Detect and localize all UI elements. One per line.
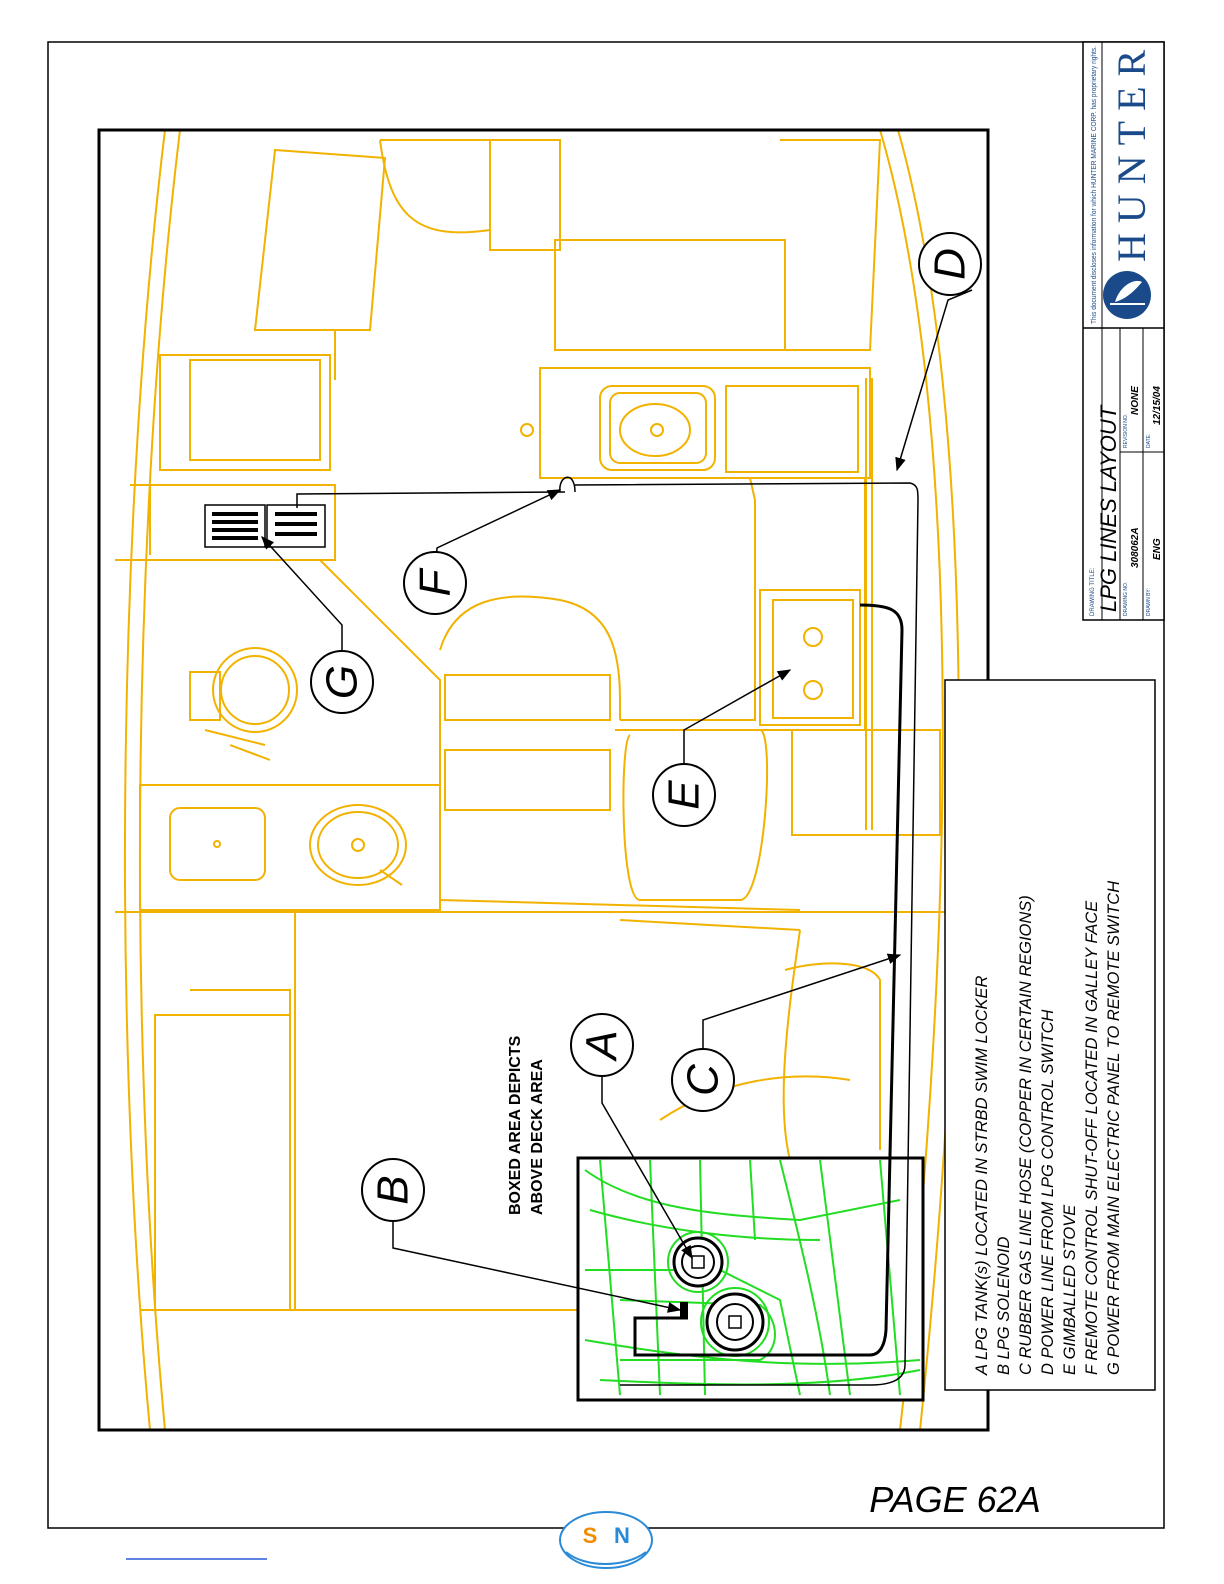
legend-item-f: F REMOTE CONTROL SHUT-OFF LOCATED IN GALLEY FACE bbox=[1083, 900, 1101, 1375]
drawing-title: LPG LINES LAYOUT bbox=[1096, 405, 1121, 612]
callout-g bbox=[311, 651, 373, 713]
drawn-by: ENG bbox=[1152, 538, 1163, 560]
footer-logo bbox=[560, 1512, 652, 1568]
boxed-area-note-line-1: BOXED AREA DEPICTS bbox=[507, 1035, 524, 1215]
callout-a bbox=[571, 1014, 633, 1076]
stove-outline bbox=[760, 590, 860, 725]
callout-d bbox=[919, 233, 981, 295]
lpg-tank-2 bbox=[707, 1294, 763, 1350]
legend-item-b: B LPG SOLENOID bbox=[995, 1236, 1013, 1375]
callout-f-label: F bbox=[410, 569, 460, 597]
footer-logo-s: S bbox=[582, 1523, 598, 1548]
lpg-solenoid bbox=[680, 1302, 688, 1318]
callout-e-label: E bbox=[659, 780, 709, 810]
above-deck-box bbox=[578, 1158, 923, 1400]
callout-e bbox=[653, 764, 715, 826]
callout-b-label: B bbox=[368, 1175, 418, 1205]
legend-item-g: G POWER FROM MAIN ELECTRIC PANEL TO REMOTE SWITCH bbox=[1105, 880, 1123, 1375]
callout-g-label: G bbox=[317, 664, 367, 700]
lpg-tank-1 bbox=[674, 1238, 722, 1286]
remote-switch bbox=[560, 477, 575, 492]
head-cabinet bbox=[160, 355, 330, 470]
page-label: PAGE 62A bbox=[869, 1479, 1041, 1520]
callout-a-label: A bbox=[577, 1030, 627, 1060]
legend-item-c: C RUBBER GAS LINE HOSE (COPPER IN CERTAIN REGIONS) bbox=[1017, 895, 1035, 1375]
revision: NONE bbox=[1130, 386, 1141, 415]
title-block bbox=[1083, 27, 1164, 620]
callout-d-label: D bbox=[925, 248, 975, 280]
callout-f bbox=[404, 552, 466, 614]
boxed-area-note-line-2: ABOVE DECK AREA bbox=[529, 1059, 546, 1215]
callout-c bbox=[672, 1049, 734, 1111]
brand-wordmark: HUNTER bbox=[1109, 39, 1154, 262]
footer-logo-n: N bbox=[614, 1523, 630, 1548]
hunter-logo-icon bbox=[1103, 271, 1151, 319]
date-caption: DATE: bbox=[1146, 433, 1152, 448]
proprietary-notice: This document discloses information for which HUNTER MARINE CORP. has proprietary rights. bbox=[1091, 27, 1098, 324]
hull-outline bbox=[125, 130, 165, 1430]
legend-item-e: E GIMBALLED STOVE bbox=[1061, 1204, 1079, 1375]
drawing-no: 308062A bbox=[1130, 527, 1141, 568]
callout-b bbox=[362, 1159, 424, 1221]
boxed-area-note bbox=[507, 1035, 546, 1215]
legend-item-d: D POWER LINE FROM LPG CONTROL SWITCH bbox=[1039, 1009, 1057, 1375]
drawing-no-caption: DRAWING NO. bbox=[1123, 581, 1129, 616]
drawing-title-caption: DRAWING TITLE: bbox=[1090, 567, 1096, 616]
remote-panel-line bbox=[297, 492, 565, 508]
callout-c-label: C bbox=[678, 1064, 728, 1096]
legend-item-a: A LPG TANK(s) LOCATED IN STRBD SWIM LOCKER bbox=[973, 975, 991, 1375]
date: 12/15/04 bbox=[1152, 386, 1163, 425]
drawn-by-caption: DRAWN BY: bbox=[1146, 588, 1152, 616]
revision-caption: REVISION NO. bbox=[1123, 413, 1129, 448]
